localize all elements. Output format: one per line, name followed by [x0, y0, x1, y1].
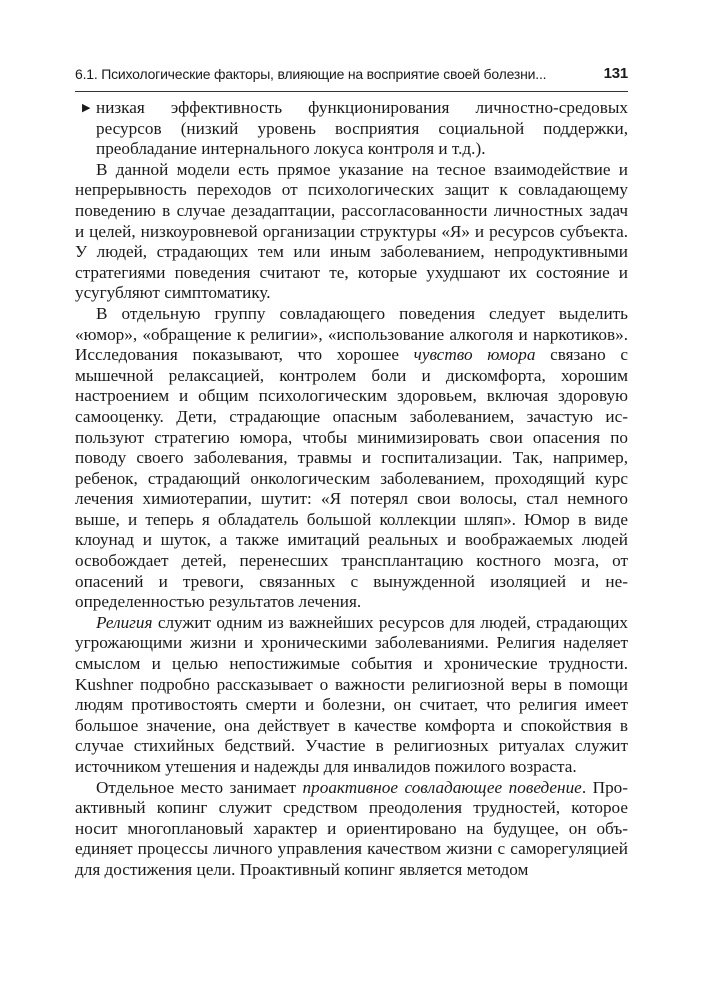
- running-header-title: 6.1. Психологические факторы, влияющие на восприятие своей болезни...: [75, 66, 547, 82]
- paragraph-2-rest: связано с мышечной релаксацией, контролем боли и дискомфорта, хорошим настроением и общим психологическим здоровьем, включая здоровую самооценку. Дети, страдающие опасным заболеванием, зачастую используют стратегию юмора, чтобы минимизировать свои опасения по поводу своего заболевания, травмы и госпитализации. Так, например, ребенок, страдающий онкологическим заболеванием, проходящий курс лечения химиотерапии, шутит: «Я потерял свои волосы, стал немного выше, и теперь я обладатель большой коллекции шляп». Юмор в виде клоунад и шуток, а также имитаций реальных и воображаемых людей освобождает детей, перенесших трансплантацию костного мозга, от опасений и тревоги, связанных с вынужденной изоляцией и неопределенностью результатов лечения.: [75, 345, 628, 612]
- running-header: [75, 62, 628, 88]
- paragraph-2: [75, 304, 628, 613]
- paragraph-4-emphasis: проактивное совладающее поведение: [302, 777, 582, 797]
- paragraph-4-start: Отдельное место занимает: [96, 777, 303, 797]
- paragraph-2-start: В отдельную группу совладающего поведения следует выделить «юмор», «обращение к религии», «использование алкоголя и наркотиков». Исследования показывают, что хорошее: [75, 303, 628, 365]
- paragraph-3-emphasis: Религия: [96, 612, 153, 632]
- paragraph-3: [75, 613, 628, 778]
- paragraph-4-rest: . Проактивный копинг служит средством преодоления трудностей, которое носит многоплановый характер и ориентировано на будущее, он объединяет процессы личного управления качеством жизни с саморегуляцией для достижения цели. Проактивный копинг является методом: [75, 777, 628, 879]
- triangle-right-icon: ▶: [82, 102, 91, 114]
- paragraph-2-emphasis: чувство юмора: [413, 345, 536, 365]
- paragraph-4: [75, 778, 628, 881]
- paragraph-3-rest: служит одним из важнейших ресурсов для людей, страдающих угрожающими жизни и хроническими заболеваниями. Религия наделяет смыслом и целью непостижимые события и хронические трудности. Kushner подробно рассказывает о важности религиозной веры в помощи людям противостоять смерти и болезни, он считает, что религия имеет большое значение, она действует в качестве комфорта и спокойствия в случае стихийных бедствий. Участие в религиозных ритуалах служит источником утешения и надежды для инвалидов пожилого возраста.: [75, 612, 628, 776]
- page-number: 131: [603, 65, 628, 82]
- header-rule: [75, 91, 628, 92]
- bullet-text: низкая эффективность функционирования личностно-средовых ресурсов (низкий уровень восприятия социальной поддержки, преобладание интернального локуса контроля и т.д.).: [96, 98, 628, 159]
- bullet-item: [75, 98, 628, 160]
- page-body: [75, 98, 628, 881]
- paragraph-1: В данной модели есть прямое указание на тесное взаимодействие и непрерывность переходов от психологических защит к совладающему поведению в случае дезадаптации, рассогласованности личностных задач и целей, низкоуровневой организации структуры «Я» и ресурсов субъекта. У людей, страдающих тем или иным заболеванием, непродуктивными стратегиями поведения считают те, которые ухудшают их состояние и усугубляют симптоматику.: [75, 159, 628, 303]
